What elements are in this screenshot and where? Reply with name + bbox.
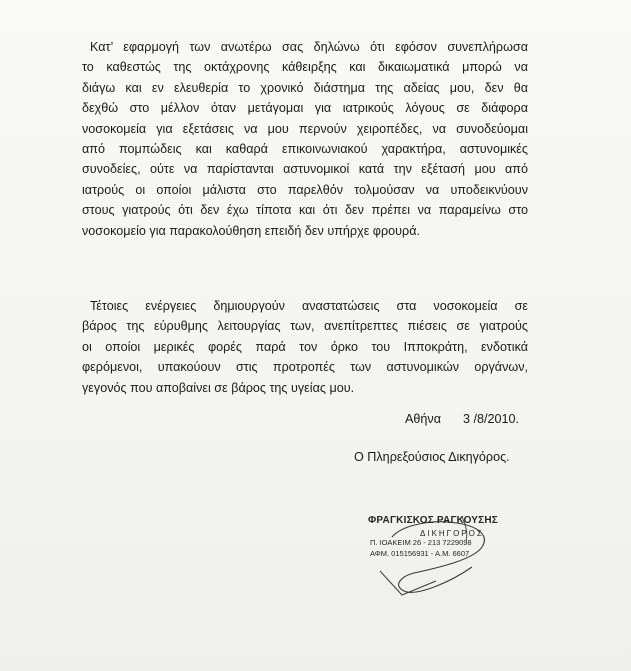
signatory: Ο Πληρεξούσιος Δικηγόρος. xyxy=(354,450,510,464)
text-line: το καθεστώς της οκτάχρονης κάθειρξης και δικαιωματικά μπορώ να xyxy=(82,60,528,75)
stamp-address: Π. ΙΟΑΚΕΙΜ 26 - 213 7229098 xyxy=(370,538,472,547)
date: 3 /8/2010. xyxy=(463,412,520,426)
lawyer-stamp xyxy=(362,511,512,601)
place-date xyxy=(405,412,519,426)
text-line: στους γιατρούς ότι δεν έχω τίποτα και ότι δεν πρέπει να παραμείνω στο xyxy=(82,203,528,218)
text-line: από πομπώδεις και καθαρά επικοινωνιακού χαρακτήρα, αστυνομικές xyxy=(82,142,528,157)
text-line: διάγω και εν ελευθερία το χρονικό διάστημα της αδείας μου, δεν θα xyxy=(82,80,528,95)
text-line: νοσοκομεία για εξετάσεις να μου περνούν χειροπέδες, να συνοδεύομαι xyxy=(82,121,528,136)
stamp-title: ΔΙΚΗΓΟΡΟΣ xyxy=(420,529,484,538)
text-line: συνοδείες, ούτε να παρίστανται αστυνομικοί κατά την εξέτασή μου από xyxy=(82,162,528,177)
stamp-afm: ΑΦΜ. 015156931 - Α.Μ. 6607 xyxy=(370,549,470,558)
stamp-name: ΦΡΑΓΚΙΣΚΟΣ ΡΑΓΚΟΥΣΗΣ xyxy=(368,515,499,526)
text-line: βάρος της εύρυθμης λειτουργίας των, ανεπίτρεπτες πιέσεις σε γιατρούς xyxy=(82,319,528,334)
text-line: δεχθώ στο μέλλον όταν μετάγομαι για ιατρικούς λόγους σε διάφορα xyxy=(82,101,528,116)
city: Αθήνα xyxy=(405,412,441,426)
text-line: γεγονός που αποβαίνει σε βάρος της υγείας μου. xyxy=(82,380,355,395)
text-line: νοσοκομείο για παρακολούθηση επειδή δεν υπήρχε φρουρά. xyxy=(82,223,420,238)
text-line: Τέτοιες ενέργειες δημιουργούν αναστατώσεις στα νοσοκομεία σε xyxy=(90,299,528,313)
paragraph-consequences xyxy=(82,296,528,398)
text-line: ιατρούς οι οποίοι μάλιστα στο παρελθόν τολμούσαν να υποδεικνύουν xyxy=(82,182,528,197)
text-line: οι οποίοι μερικές φορές παρά τον όρκο του Ιπποκράτη, ενδοτικά xyxy=(82,339,528,354)
paragraph-declaration xyxy=(82,37,528,241)
text-line: φερόμενοι, υπακούουν στις προτροπές των αστυνομικών οργάνων, xyxy=(82,360,528,375)
text-line: Κατ’ εφαρμογή των ανωτέρω σας δηλώνω ότι εφόσον συνεπλήρωσα xyxy=(90,40,528,54)
